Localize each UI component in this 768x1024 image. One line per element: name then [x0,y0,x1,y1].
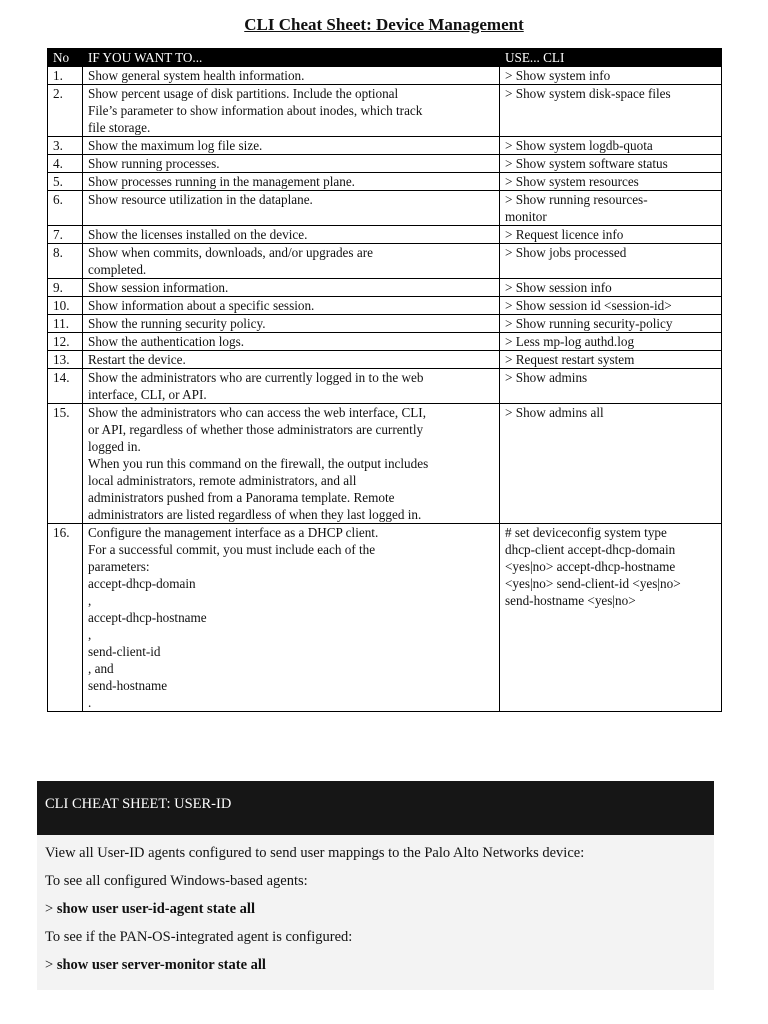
task-description-line: Show information about a specific session. [88,298,315,313]
task-description-line: send-hostname [88,678,168,693]
cli-command-line: > Request licence info [505,227,624,242]
task-description-line: Show percent usage of disk partitions. Include the optional [88,86,399,101]
cli-command-line: > Show system resources [505,174,639,189]
table-row [48,173,722,191]
task-description-line: Show resource utilization in the dataplane. [88,192,313,207]
task-description-line: Show the authentication logs. [88,334,245,349]
table-row [48,85,722,137]
task-description-cell [83,297,500,315]
cli-command-line: send-hostname <yes|no> [505,593,636,608]
task-description-cell [83,85,500,137]
row-number: 4. [48,155,83,173]
table-row [48,155,722,173]
table-row [48,369,722,404]
cli-command-line: <yes|no> send-client-id <yes|no> [505,576,681,591]
table-row [48,279,722,297]
task-description-line: administrators pushed from a Panorama template. Remote [88,490,395,505]
table-row [48,524,722,712]
table-row [48,333,722,351]
task-description-cell [83,351,500,369]
task-description-cell [83,369,500,404]
cli-command-cell [500,155,722,173]
cli-command-cell [500,137,722,155]
task-description-line: Configure the management interface as a DHCP client. [88,525,379,540]
cli-command-line: dhcp-client accept-dhcp-domain [505,542,676,557]
task-description-line: completed. [88,262,147,277]
cli-command-line: > Show running resources- [505,192,648,207]
task-description-line: interface, CLI, or API. [88,387,207,402]
cli-command-line: > Show admins [505,370,588,385]
cli-command-line: > Show session id <session-id> [505,298,672,313]
task-description-cell [83,279,500,297]
task-description-cell [83,67,500,85]
cli-command-cell [500,369,722,404]
cli-command-line: > Show system info [505,68,611,83]
task-description-line: Show the administrators who can access the web interface, CLI, [88,405,427,420]
row-number: 2. [48,85,83,137]
command-prompt: > [45,901,57,917]
cli-command-line: # set deviceconfig system type [505,525,667,540]
row-number: 1. [48,67,83,85]
userid-heading: CLI CHEAT SHEET: USER-ID [37,781,714,835]
task-description-line: . [88,695,92,710]
command-text: show user server-monitor state all [56,957,266,973]
row-number: 12. [48,333,83,351]
task-description-line: Restart the device. [88,352,186,367]
table-row [48,404,722,524]
task-description-line: File’s parameter to show information about inodes, which track [88,103,423,118]
task-description-cell [83,333,500,351]
task-description-line: Show the maximum log file size. [88,138,263,153]
task-description-line: When you run this command on the firewall, the output includes [88,456,429,471]
task-description-line: logged in. [88,439,141,454]
cli-command-line: > Show system disk-space files [505,86,671,101]
userid-command-2 [45,957,706,974]
column-header-cli: USE... CLI [500,49,722,67]
cli-command-line: > Show system software status [505,156,668,171]
cli-command-cell [500,279,722,297]
cli-command-line: > Show admins all [505,405,604,420]
row-number: 11. [48,315,83,333]
table-row [48,226,722,244]
row-number: 6. [48,191,83,226]
cli-command-cell [500,67,722,85]
task-description-line: Show processes running in the management plane. [88,174,355,189]
task-description-cell [83,524,500,712]
cli-command-cell [500,173,722,191]
row-number: 9. [48,279,83,297]
task-description-line: , and [88,661,114,676]
column-header-want: IF YOU WANT TO... [83,49,500,67]
row-number: 5. [48,173,83,191]
task-description-cell [83,315,500,333]
userid-body [37,835,714,974]
row-number: 16. [48,524,83,712]
task-description-line: Show general system health information. [88,68,305,83]
table-row [48,351,722,369]
row-number: 8. [48,244,83,279]
task-description-line: Show when commits, downloads, and/or upgrades are [88,245,373,260]
userid-panel [37,781,714,990]
userid-command-1 [45,901,706,918]
cli-command-cell [500,333,722,351]
task-description-line: local administrators, remote administrators, and all [88,473,357,488]
userid-windows-agents-text: To see all configured Windows-based agents: [45,873,308,889]
task-description-line: Show the administrators who are currently logged in to the web [88,370,424,385]
cli-command-line: <yes|no> accept-dhcp-hostname [505,559,676,574]
task-description-cell [83,244,500,279]
task-description-line: accept-dhcp-hostname [88,610,207,625]
cli-command-cell [500,315,722,333]
row-number: 14. [48,369,83,404]
column-header-no: No [48,49,83,67]
cli-command-cell [500,404,722,524]
row-number: 3. [48,137,83,155]
task-description-cell [83,155,500,173]
cli-command-line: > Request restart system [505,352,635,367]
row-number: 10. [48,297,83,315]
task-description-line: send-client-id [88,644,161,659]
cli-command-line: monitor [505,209,547,224]
cli-command-line: > Less mp-log authd.log [505,334,635,349]
task-description-cell [83,191,500,226]
task-description-line: Show the running security policy. [88,316,266,331]
table-row [48,191,722,226]
cli-command-cell [500,297,722,315]
task-description-line: Show the licenses installed on the device. [88,227,308,242]
row-number: 13. [48,351,83,369]
task-description-line: , [88,593,92,608]
cli-command-line: > Show session info [505,280,612,295]
table-row [48,67,722,85]
cli-command-cell [500,226,722,244]
row-number: 7. [48,226,83,244]
task-description-line: or API, regardless of whether those administrators are currently [88,422,424,437]
cli-command-line: > Show running security-policy [505,316,673,331]
task-description-cell [83,137,500,155]
task-description-line: For a successful commit, you must include each of the [88,542,376,557]
command-prompt: > [45,957,57,973]
row-number: 15. [48,404,83,524]
task-description-line: administrators are listed regardless of when they last logged in. [88,507,422,522]
task-description-line: accept-dhcp-domain [88,576,196,591]
task-description-line: file storage. [88,120,151,135]
task-description-cell [83,226,500,244]
cli-command-cell [500,524,722,712]
cli-command-cell [500,191,722,226]
cli-command-cell [500,351,722,369]
task-description-line: Show running processes. [88,156,220,171]
table-row [48,244,722,279]
table-row [48,315,722,333]
table-row [48,297,722,315]
task-description-line: Show session information. [88,280,229,295]
task-description-cell [83,404,500,524]
userid-intro: View all User-ID agents configured to send user mappings to the Palo Alto Networks device: [45,845,585,861]
page-title: CLI Cheat Sheet: Device Management [244,15,524,34]
cli-command-line: > Show system logdb-quota [505,138,653,153]
cli-command-cell [500,85,722,137]
task-description-line: parameters: [88,559,150,574]
cheat-sheet-table [47,48,722,712]
task-description-line: , [88,627,92,642]
command-text: show user user-id-agent state all [56,901,255,917]
userid-integrated-agent-text: To see if the PAN-OS-integrated agent is configured: [45,929,353,945]
table-row [48,137,722,155]
task-description-cell [83,173,500,191]
cli-command-cell [500,244,722,279]
table-header-row [48,49,722,67]
cli-command-line: > Show jobs processed [505,245,627,260]
